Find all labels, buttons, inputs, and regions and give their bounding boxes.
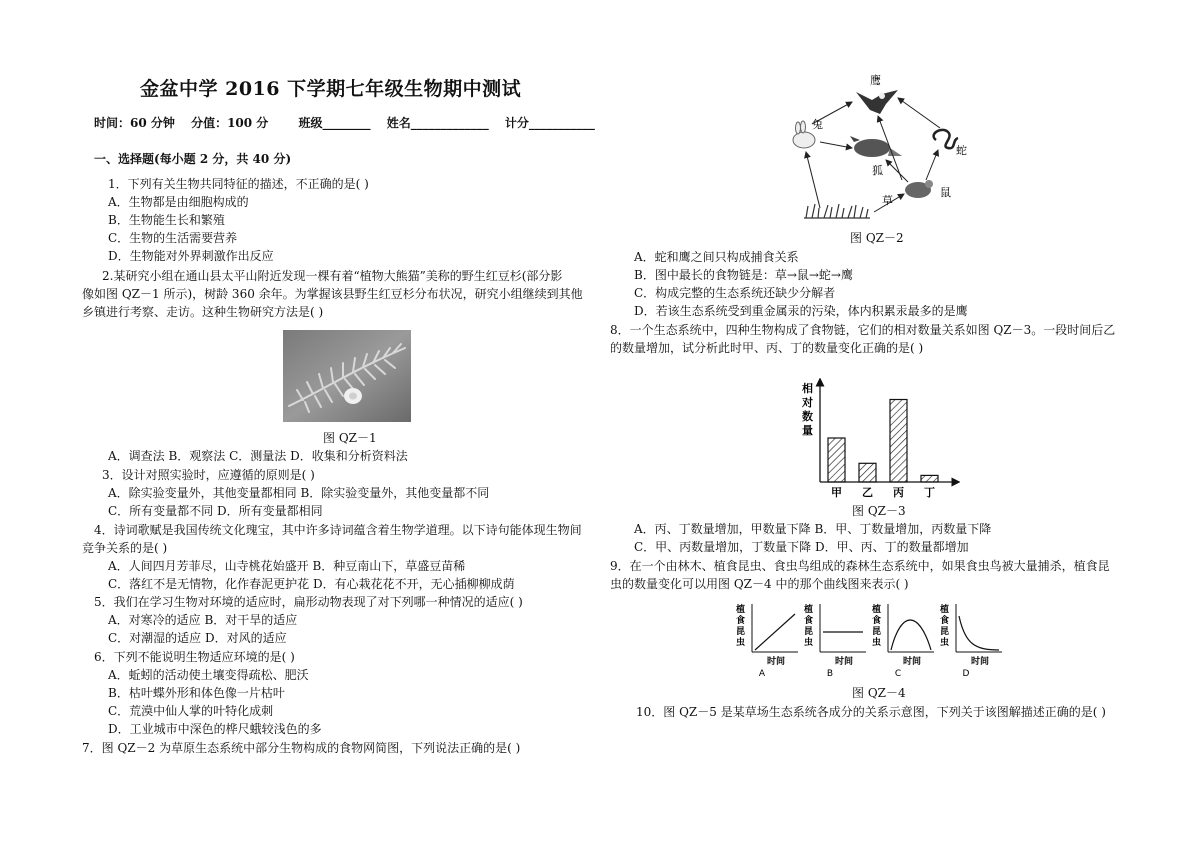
relative-quantity-bar-chart xyxy=(796,378,960,502)
panel-y-label-char: 昆 xyxy=(736,627,746,637)
panel-letter: A xyxy=(758,669,766,679)
q7-option-b: B．图中最长的食物链是：草→鼠→蛇→鹰 xyxy=(634,268,853,282)
bar-乙 xyxy=(859,463,876,482)
label-eagle: 鹰 xyxy=(870,74,881,87)
grass-icon xyxy=(804,204,870,218)
panel-y-label-char: 昆 xyxy=(872,627,882,637)
q9-line-1: 9．在一个由林木、植食昆虫、食虫鸟组成的森林生态系统中，如果食虫鸟被大量捕杀，植食昆 xyxy=(610,559,1110,573)
q1-option-b: B．生物能生长和繁殖 xyxy=(108,213,225,227)
q6-option-a: A．蚯蚓的活动使土壤变得疏松、肥沃 xyxy=(108,668,309,682)
q1-option-d: D．生物能对外界刺激作出反应 xyxy=(108,249,274,263)
panel-y-label-char: 虫 xyxy=(940,638,950,648)
bar-丁 xyxy=(921,475,938,482)
panel-y-label-char: 食 xyxy=(736,616,746,626)
q7-option-d: D．若该生态系统受到重金属汞的污染，体内积累汞最多的是鹰 xyxy=(634,304,968,318)
label-snake: 蛇 xyxy=(956,144,967,157)
fox-icon xyxy=(850,136,902,157)
fig-qz4-caption: 图 QZ－4 xyxy=(852,686,906,700)
q4-options-ab: A．人间四月芳菲尽，山寺桃花始盛开 B．种豆南山下，草盛豆苗稀 xyxy=(108,559,466,573)
panel-y-label-char: 食 xyxy=(872,616,882,626)
panel-y-label-char: 虫 xyxy=(736,638,746,648)
x-tick-label: 丁 xyxy=(924,486,935,499)
fig-qz1-caption: 图 QZ－1 xyxy=(323,431,377,445)
panel-y-label-char: 植 xyxy=(940,605,950,615)
q6-option-b: B．枯叶蝶外形和体色像一片枯叶 xyxy=(108,686,285,700)
x-tick-label: 乙 xyxy=(862,486,873,499)
q5-options-cd: C．对潮湿的适应 D．对风的适应 xyxy=(108,631,287,645)
q3-options-cd: C．所有变量都不同 D．所有变量都相同 xyxy=(108,504,323,518)
q2-line-2: 像如图 QZ－1 所示)，树龄 360 余年。为掌握该县野生红豆杉分布状况，研究小组继续到其他 xyxy=(82,287,583,301)
snake-icon xyxy=(934,130,958,148)
q6-option-c: C．荒漠中仙人掌的叶特化成刺 xyxy=(108,704,274,718)
q8-options-cd: C．甲、丙数量增加，丁数量下降 D．甲、丙、丁的数量都增加 xyxy=(634,540,969,554)
yew-photo xyxy=(283,330,411,422)
panel-curve xyxy=(959,616,999,650)
food-web-diagram xyxy=(790,70,980,230)
q7-option-a: A．蛇和鹰之间只构成捕食关系 xyxy=(634,250,799,264)
panel-y-label-char: 虫 xyxy=(804,638,814,648)
panel-letter: B xyxy=(826,669,834,679)
y-axis-label-char: 数 xyxy=(802,410,813,423)
label-rabbit: 兔 xyxy=(812,118,823,131)
y-axis-label-char: 相 xyxy=(802,382,813,395)
q5-options-ab: A．对寒冷的适应 B．对干旱的适应 xyxy=(108,613,298,627)
q8-options-ab: A．丙、丁数量增加，甲数量下降 B．甲、丁数量增加，丙数量下降 xyxy=(634,522,992,536)
panel-y-label-char: 虫 xyxy=(872,638,882,648)
q4-options-cd: C．落红不是无情物，化作春泥更护花 D．有心栽花花不开，无心插柳柳成荫 xyxy=(108,577,515,591)
mouse-icon xyxy=(905,180,933,198)
score-label: 分值：100 分 xyxy=(191,116,269,130)
panel-letter: D xyxy=(962,669,970,679)
q3-options-ab: A．除实验变量外，其他变量都相同 B．除实验变量外，其他变量都不同 xyxy=(108,486,490,500)
time-label: 时间：60 分钟 xyxy=(94,116,175,130)
panel-y-label-char: 昆 xyxy=(804,627,814,637)
label-grass: 草 xyxy=(882,194,893,207)
x-tick-label: 丙 xyxy=(893,486,904,499)
curve-panel-C xyxy=(872,603,934,679)
q6-option-d: D．工业城市中深色的桦尺蛾较浅色的多 xyxy=(108,722,322,736)
panel-x-label: 时间 xyxy=(834,657,854,667)
exam-info-bar xyxy=(94,114,607,131)
q6-stem: 6．下列不能说明生物适应环境的是( ) xyxy=(94,650,295,664)
q7-option-c: C．构成完整的生态系统还缺少分解者 xyxy=(634,286,836,300)
q2-line-1: 2.某研究小组在通山县太平山附近发现一棵有着“植物大熊猫”美称的野生红豆杉(部分影 xyxy=(102,269,563,283)
panel-y-label-char: 植 xyxy=(872,605,882,615)
panel-y-label-char: 昆 xyxy=(940,627,950,637)
fig-qz3-caption: 图 QZ－3 xyxy=(852,504,906,518)
q10-stem: 10．图 QZ－5 是某草场生态系统各成分的关系示意图，下列关于该图解描述正确的是( ) xyxy=(636,705,1106,719)
curve-panel-B xyxy=(804,603,866,679)
q8-line-1: 8．一个生态系统中，四种生物构成了食物链，它们的相对数量关系如图 QZ－3。一段时间后乙 xyxy=(610,323,1116,337)
q1-option-c: C．生物的生活需要营养 xyxy=(108,231,238,245)
fig-qz2-caption: 图 QZ－2 xyxy=(850,231,904,245)
q2-options: A．调查法 B．观察法 C．测量法 D．收集和分析资料法 xyxy=(108,449,408,463)
q7-stem: 7．图 QZ－2 为草原生态系统中部分生物构成的食物网简图，下列说法正确的是( ) xyxy=(82,741,521,755)
panel-x-label: 时间 xyxy=(902,657,922,667)
q2-line-3: 乡镇进行考察、走访。这种生物研究方法是( ) xyxy=(82,305,324,319)
y-axis-label xyxy=(801,381,813,437)
q3-stem: 3．设计对照实验时，应遵循的原则是( ) xyxy=(102,468,315,482)
panel-y-label-char: 植 xyxy=(804,605,814,615)
panel-curve xyxy=(755,614,795,650)
total-field[interactable]: 计分___________ xyxy=(504,116,595,130)
x-tick-label: 甲 xyxy=(831,486,842,499)
q4-line-1: 4．诗词歌赋是我国传统文化瑰宝，其中许多诗词蕴含着生物学道理。以下诗句能体现生物间 xyxy=(94,523,582,537)
panel-letter: C xyxy=(894,669,902,679)
curve-panel-D xyxy=(940,603,1002,679)
panel-x-label: 时间 xyxy=(970,657,990,667)
q8-line-2: 的数量增加，试分析此时甲、丙、丁的数量变化正确的是( ) xyxy=(610,341,924,355)
label-fox: 狐 xyxy=(872,164,883,177)
q5-stem: 5．我们在学习生物对环境的适应时，扁形动物表现了对下列哪一种情况的适应( ) xyxy=(94,595,523,609)
bar-丙 xyxy=(890,400,907,483)
y-axis-label-char: 对 xyxy=(802,396,813,409)
bar-甲 xyxy=(828,438,845,482)
eagle-icon xyxy=(856,90,898,114)
exam-title: 金盆中学 2016 下学期七年级生物期中测试 xyxy=(140,78,522,100)
q4-line-2: 竞争关系的是( ) xyxy=(82,541,168,555)
curve-panel-A xyxy=(736,603,798,679)
y-axis-label-char: 量 xyxy=(802,424,813,437)
label-mouse: 鼠 xyxy=(940,186,951,199)
q1-stem: 1．下列有关生物共同特征的描述，不正确的是( ) xyxy=(108,177,369,191)
class-field[interactable]: 班级________ xyxy=(298,116,371,130)
name-field[interactable]: 姓名_____________ xyxy=(386,116,489,130)
panel-y-label-char: 植 xyxy=(736,605,746,615)
section-heading: 一、选择题(每小题 2 分，共 40 分) xyxy=(94,152,292,166)
panel-x-label: 时间 xyxy=(766,657,786,667)
q1-option-a: A．生物都是由细胞构成的 xyxy=(108,195,249,209)
population-curves-figure xyxy=(730,600,1030,680)
panel-curve xyxy=(891,620,931,650)
panel-y-label-char: 食 xyxy=(940,616,950,626)
panel-y-label-char: 食 xyxy=(804,616,814,626)
q9-line-2: 虫的数量变化可以用图 QZ－4 中的那个曲线图来表示( ) xyxy=(610,577,909,591)
